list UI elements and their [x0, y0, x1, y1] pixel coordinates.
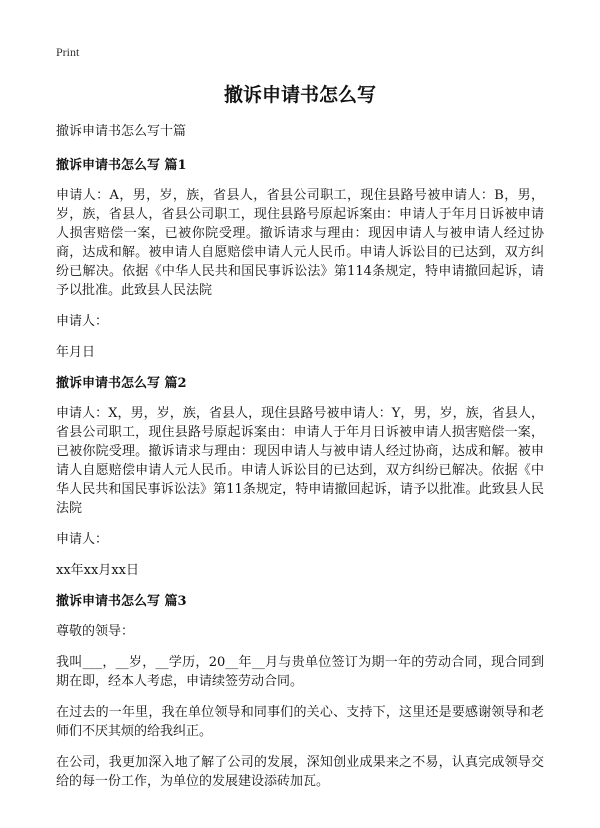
section-heading: 撤诉申请书怎么写 篇1 — [56, 158, 187, 173]
paragraph: 申请人： — [56, 314, 109, 329]
paragraph: 年月日 — [56, 345, 96, 360]
paragraph: xx年xx月xx日 — [56, 563, 139, 578]
section-3 — [56, 592, 544, 791]
section-heading: 撤诉申请书怎么写 篇2 — [56, 376, 187, 391]
paragraph: 申请人： — [56, 532, 109, 547]
document-subtitle: 撤诉申请书怎么写十篇 — [56, 124, 187, 139]
paragraph: 在公司，我更加深入地了解了公司的发展，深知创业成果来之不易，认真完成领导交给的每一份工作，为单位的发展建设添砖加瓦。 — [56, 755, 544, 789]
page-title: 撤诉申请书怎么写 — [223, 84, 376, 106]
section-2 — [56, 374, 544, 580]
print-label: Print — [56, 45, 80, 59]
paragraph: 我叫___，__岁，__学历，20__年__月与贵单位签订为期一年的劳动合同，现合同到期在即，经本人考虑，申请续签劳动合同。 — [56, 655, 544, 689]
paragraph: 在过去的一年里，我在单位领导和同事们的关心、支持下，这里还是要感谢领导和老师们不厌其烦的给我纠正。 — [56, 705, 544, 739]
paragraph: 申请人：X，男，岁，族，省县人，现住县路号被申请人：Y，男，岁，族，省县人，省县公司职工，现住县路号原起诉案由：申请人于年月日诉被申请人损害赔偿一案，已被你院受理。撤诉请求与理由：现因申请人与被申请人经过协商，达成和解。被申请人自愿赔偿申请人元人民币。申请人诉讼目的已达到，双方纠纷已解决。依据《中华人民共和国民事诉讼法》第11条规定，特申请撤回起诉，请予以批准。此致县人民法院 — [56, 406, 544, 516]
paragraph: 申请人：A，男，岁，族，省县人，省县公司职工，现住县路号被申请人：B，男，岁，族，省县人，省县公司职工，现住县路号原起诉案由：申请人于年月日诉被申请人损害赔偿一案，已被你院受理。撤诉请求与理由：现因申请人与被申请人经过协商，达成和解。被申请人自愿赔偿申请人元人民币。申请人诉讼目的已达到，双方纠纷已解决。依据《中华人民共和国民事诉讼法》第114条规定，特申请撤回起诉，请予以批准。此致县人民法院 — [56, 188, 544, 298]
section-1 — [56, 156, 544, 362]
section-heading: 撤诉申请书怎么写 篇3 — [56, 594, 187, 609]
paragraph: 尊敬的领导： — [56, 624, 135, 639]
